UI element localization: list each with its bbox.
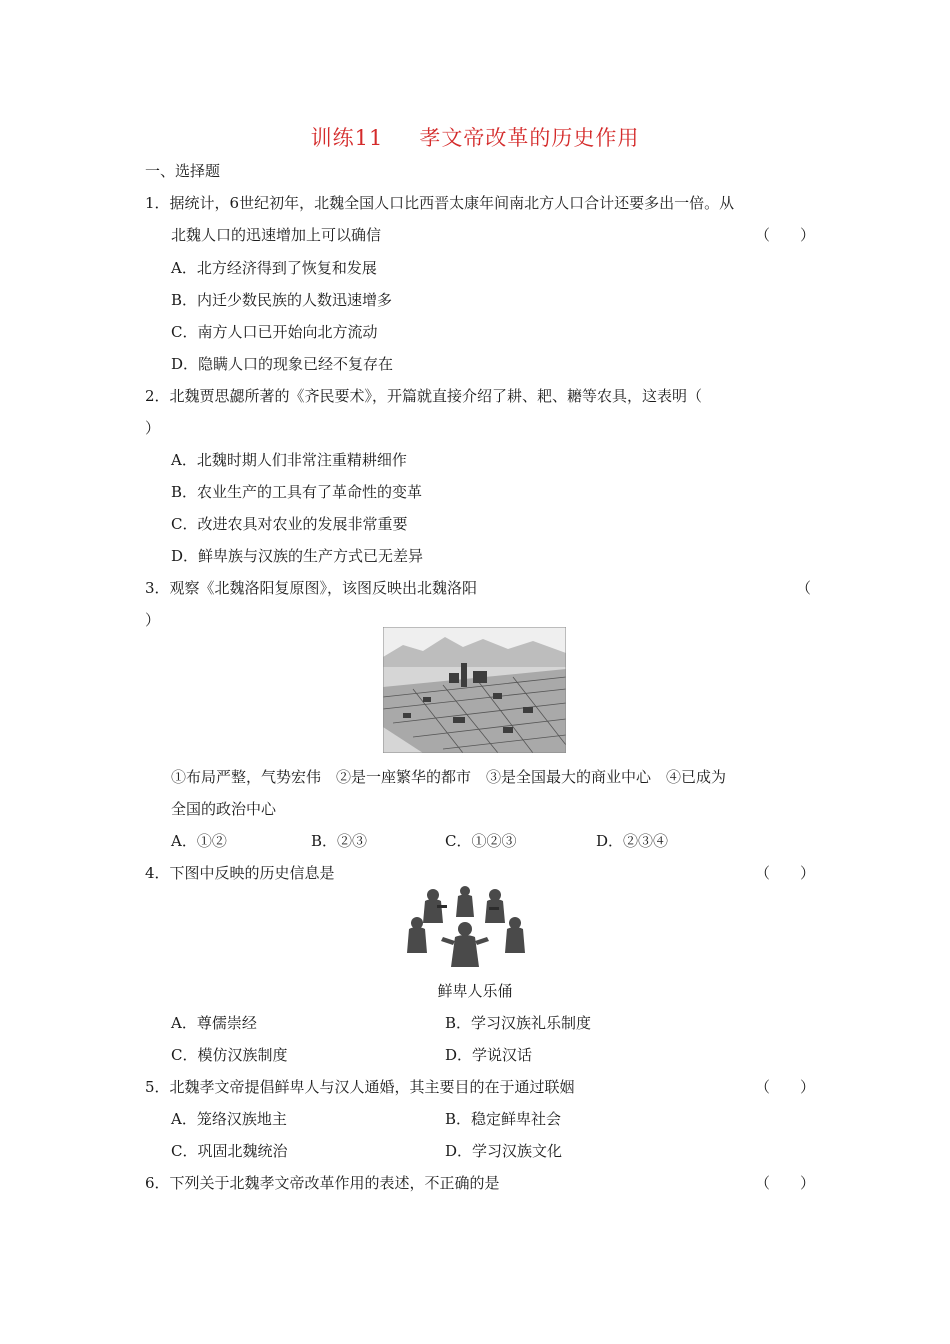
- question-4-stem: 4．下图中反映的历史信息是: [145, 864, 335, 882]
- xianbei-musician-figurines-image: [403, 883, 533, 969]
- question-1-stem-cont: 北魏人口的迅速增加上可以确信: [171, 226, 382, 244]
- q4-option-a: A．尊儒崇经: [171, 1014, 257, 1032]
- q1-option-a: A．北方经济得到了恢复和发展: [171, 259, 377, 277]
- question-2-stem-cont: ）: [145, 419, 161, 437]
- q1-option-b: B．内迁少数民族的人数迅速增多: [171, 291, 393, 309]
- q2-option-b: B．农业生产的工具有了革命性的变革: [171, 483, 423, 501]
- q3-option-d: D．②③④: [596, 832, 669, 850]
- q4-option-b: B．学习汉族礼乐制度: [445, 1014, 592, 1032]
- q5-option-d: D．学习汉族文化: [445, 1142, 563, 1160]
- question-5-stem: 5．北魏孝文帝提倡鲜卑人与汉人通婚，其主要目的在于通过联姻: [145, 1078, 575, 1096]
- question-2-stem: 2．北魏贾思勰所著的《齐民要术》，开篇就直接介绍了耕、耙、耱等农具，这表明（: [145, 387, 703, 405]
- title-text: 孝文帝改革的历史作用: [419, 126, 640, 150]
- q5-option-c: C．巩固北魏统治: [171, 1142, 288, 1160]
- q3-option-c: C．①②③: [445, 832, 517, 850]
- q4-option-d: D．学说汉话: [445, 1046, 533, 1064]
- question-3-stem: 3．观察《北魏洛阳复原图》，该图反映出北魏洛阳: [145, 579, 478, 597]
- q3-statements: ①布局严整，气势宏伟 ②是一座繁华的都市 ③是全国最大的商业中心 ④已成为: [171, 768, 727, 786]
- question-1-stem: 1．据统计，6世纪初年，北魏全国人口比西晋太康年间南北方人口合计还要多出一倍。从: [145, 194, 735, 212]
- question-6-stem: 6．下列关于北魏孝文帝改革作用的表述，不正确的是: [145, 1174, 500, 1192]
- q2-option-d: D．鲜卑族与汉族的生产方式已无差异: [171, 547, 424, 565]
- answer-blank-1: （ ）: [755, 226, 816, 244]
- q2-option-a: A．北魏时期人们非常注重精耕细作: [171, 451, 407, 469]
- q4-option-c: C．模仿汉族制度: [171, 1046, 288, 1064]
- answer-blank-3-open: （: [796, 579, 812, 597]
- title-number: 训练11: [310, 126, 384, 150]
- q5-option-a: A．笼络汉族地主: [171, 1110, 287, 1128]
- section-heading: 一、选择题: [145, 162, 221, 180]
- q3-option-a: A．①②: [171, 832, 227, 850]
- answer-blank-3-close: ）: [145, 611, 161, 629]
- luoyang-reconstruction-image: [383, 627, 566, 753]
- q2-option-c: C．改进农具对农业的发展非常重要: [171, 515, 408, 533]
- answer-blank-6: （ ）: [755, 1174, 816, 1192]
- answer-blank-4: （ ）: [755, 864, 816, 882]
- q3-statements-cont: 全国的政治中心: [171, 800, 277, 818]
- q1-option-c: C．南方人口已开始向北方流动: [171, 323, 378, 341]
- q3-option-b: B．②③: [311, 832, 368, 850]
- q5-option-b: B．稳定鲜卑社会: [445, 1110, 562, 1128]
- q1-option-d: D．隐瞒人口的现象已经不复存在: [171, 355, 394, 373]
- page-title: [0, 122, 950, 152]
- figure-caption: 鲜卑人乐俑: [437, 982, 513, 1000]
- answer-blank-5: （ ）: [755, 1078, 816, 1096]
